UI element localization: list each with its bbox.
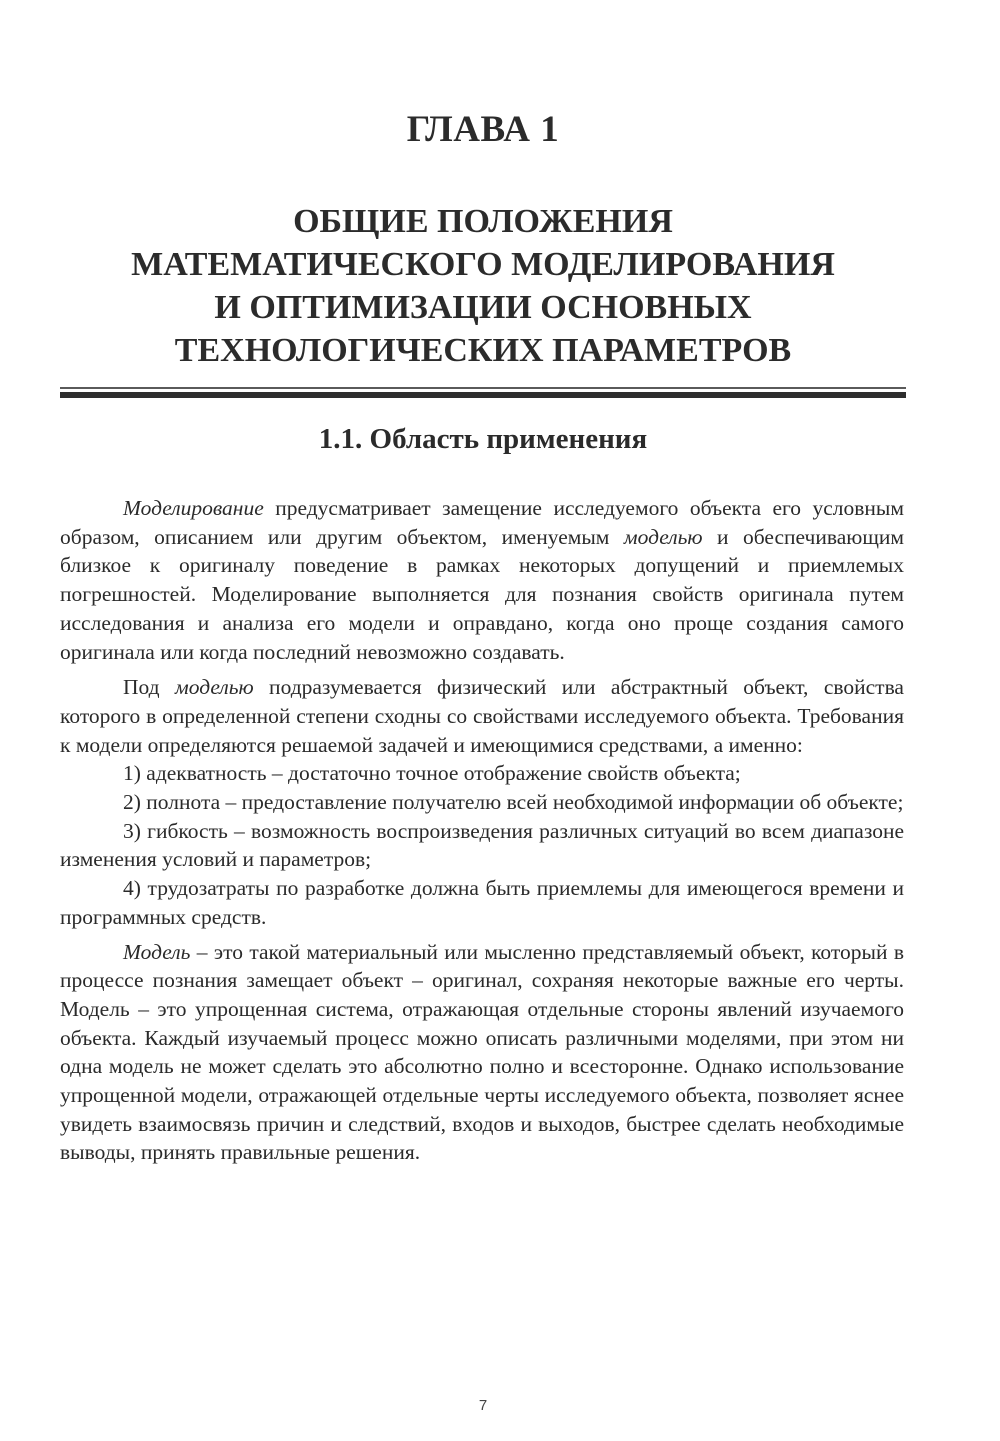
paragraph-text: – это такой материальный или мысленно представляемый объект, который в процессе познания замещает объект – оригинал, сохраняя некоторые важные его черты. Модель – это упрощенная система, отражающая отдельные стороны явлений изучаемого объекта. Каждый изучаемый процесс можно описать различными моделями, при этом ни одна модель не может сделать это абсолютно полно и всесторонне. Однако использование упрощенной модели, отражающей отдельные черты исследуемого объекта, позволяет яснее увидеть взаимосвязь причин и следствий, входов и выходов, быстрее сделать необходимые выводы, принять правильные решения. (60, 939, 904, 1165)
list-item: 4) трудозатраты по разработке должна быть приемлемы для имеющегося времени и программных средств. (60, 876, 904, 929)
section-title: 1.1. Область применения (318, 423, 648, 455)
chapter-title-line: И ОПТИМИЗАЦИИ ОСНОВНЫХ (214, 289, 752, 326)
chapter-title (60, 200, 906, 372)
divider-thin (60, 387, 906, 389)
paragraph-modeling (60, 494, 904, 666)
chapter-title-line: ТЕХНОЛОГИЧЕСКИХ ПАРАМЕТРОВ (174, 332, 792, 369)
list-item: 2) полнота – предоставление получателю всей необходимой информации об объекте; (123, 790, 904, 815)
chapter-title-line: МАТЕМАТИЧЕСКОГО МОДЕЛИРОВАНИЯ (131, 246, 835, 283)
page-number: 7 (478, 1397, 488, 1414)
body-text (60, 494, 904, 1167)
paragraph-text: предусматривает замещение исследуемого объекта его условным образом, описанием или другим объектом, именуемым (60, 496, 904, 549)
paragraph-text: подразумевается физический или абстрактный объект, свойства которого в определенной степени сходны со свойствами исследуемого объекта. Требования к модели определяются решаемой задачей и имеющимися средствами, а именно: (60, 675, 904, 757)
paragraph-model-definition (60, 673, 904, 759)
paragraph-text: и обеспечивающим близкое к оригиналу поведение в рамках некоторых допущений и приемлемых погрешностей. Моделирование выполняется для познания свойств оригинала путем исследования и анализа его модели и оправдано, когда оно проще создания самого оригинала или когда последний невозможно создавать. (60, 524, 904, 664)
divider-thick (60, 392, 906, 398)
paragraph-model (60, 938, 904, 1168)
paragraph-text: Под (123, 675, 175, 700)
term-model: моделью (175, 675, 254, 700)
chapter-title-line: ОБЩИЕ ПОЛОЖЕНИЯ (293, 203, 673, 240)
list-item: 3) гибкость – возможность воспроизведения различных ситуаций во всем диапазоне изменения условий и параметров; (60, 818, 904, 872)
list-item: 1) адекватность – достаточно точное отображение свойств объекта; (123, 761, 741, 786)
term-model: моделью (623, 524, 703, 549)
term-modeling: Моделирование (123, 496, 264, 520)
term-model: Модель (123, 939, 191, 964)
chapter-label: ГЛАВА 1 (406, 109, 560, 150)
